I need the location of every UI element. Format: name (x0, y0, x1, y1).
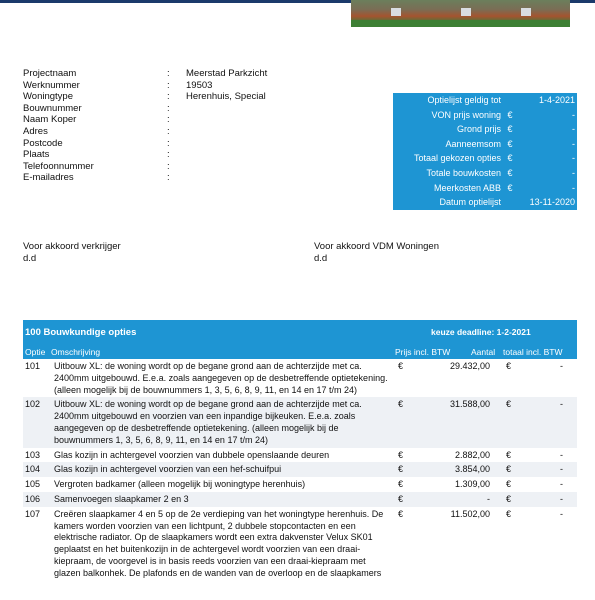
summary-value: 13-11-2020 (529, 197, 575, 208)
option-number: 104 (25, 464, 41, 475)
option-price: 2.882,00 (454, 449, 490, 460)
total-currency: € (506, 464, 512, 475)
project-field-row (23, 149, 336, 161)
option-row (23, 359, 577, 397)
option-number: 105 (25, 479, 41, 490)
price-currency: € (398, 399, 404, 410)
price-currency: € (398, 361, 404, 371)
project-field-row (23, 103, 336, 115)
signature-vdm-date: d.d (314, 253, 328, 264)
option-row (23, 397, 577, 447)
summary-row (393, 122, 577, 137)
price-currency: € (398, 464, 404, 475)
summary-row (393, 137, 577, 152)
summary-value: - (572, 167, 575, 178)
field-colon: : (167, 114, 170, 126)
field-colon: : (167, 91, 170, 103)
field-colon: : (167, 102, 170, 114)
col-totaal: totaal incl. BTW (503, 347, 563, 357)
currency-symbol: € (507, 124, 513, 135)
field-value (186, 161, 336, 173)
option-row (23, 448, 577, 463)
signature-buyer (23, 241, 121, 265)
summary-label: Grond prijs (456, 124, 501, 135)
currency-symbol: € (507, 153, 513, 164)
option-description: Creëren slaapkamer 4 en 5 op de 2e verdieping van het woningtype herenhuis. De kamers worden voorzien van een lichtpunt, 2 dubbele stopcontacten en een elektrische radiator. Op de slaapkamers wordt een extra dakvenster Velux SK01 geplaatst en het buitenkozijn in de achtergevel wordt voorzien van een draai-kiepraam, de voorgevel is in basis reeds voorzien van een draai-kiepraam met glazen balkonhek. De plafonds en de wanden van de overloop en de slaapkamers (54, 508, 384, 578)
summary-value: - (572, 124, 575, 135)
option-list-summary (393, 93, 577, 210)
price-currency: € (398, 508, 404, 519)
option-number: 102 (25, 399, 41, 410)
option-total: - (560, 449, 563, 460)
option-number: 107 (25, 508, 41, 519)
price-currency: € (398, 479, 404, 490)
option-description: Uitbouw XL: de woning wordt op de begane grond aan de achterzijde met ca. 2400mm uitgebouwd. E.e.a. zoals aangegeven op de desbetreffende optietekening. (alleen mogelijk bij de bouwnummers 1, 3, 5, 6, 8, 9, 11, en 14 en 17 t/m 24) (54, 361, 388, 395)
total-currency: € (506, 361, 512, 371)
signature-buyer-date: d.d (23, 253, 37, 264)
summary-row (393, 195, 577, 210)
field-label: Projectnaam (23, 68, 77, 79)
field-value: Meerstad Parkzicht (186, 68, 268, 79)
summary-label: Totale bouwkosten (426, 167, 501, 178)
option-description: Glas kozijn in achtergevel voorzien van een hef-schuifpui (54, 464, 282, 475)
project-field-row (23, 80, 336, 92)
field-value: 19503 (186, 79, 213, 91)
photo-lawn (351, 20, 570, 27)
field-label: Telefoonnummer (23, 160, 94, 172)
project-info (23, 68, 336, 184)
deadline: keuze deadline: 1-2-2021 (431, 327, 531, 337)
option-price: 31.588,00 (449, 399, 490, 410)
option-description: Uitbouw XL: de woning wordt op de begane grond aan de achterzijde met ca. 2400mm uitgebouwd en voorzien van een inpandige bijkeuken. E.e.a. zoals aangegeven op de desbetreffende optietekening. (alleen mogelijk bij de bouwnummers 1, 3, 5, 6, 8, 9, 11, en 14 en 17 t/m 24) (54, 399, 362, 445)
field-label: Plaats (23, 149, 50, 161)
project-field-row (23, 91, 336, 103)
summary-value: 1-4-2021 (538, 95, 575, 105)
summary-label: VON prijs woning (431, 109, 501, 120)
field-colon: : (167, 68, 170, 79)
options-section-header (23, 320, 577, 346)
field-label: Bouwnummer (23, 102, 82, 114)
photo-window (521, 8, 531, 16)
summary-label: Meerkosten ABB (433, 182, 501, 193)
summary-value: - (572, 153, 575, 164)
summary-label: Datum optielijst (439, 197, 501, 208)
photo-window (391, 8, 401, 16)
section-title: 100 Bouwkundige opties (25, 327, 137, 338)
option-description: Glas kozijn in achtergevel voorzien van dubbele openslaande deuren (54, 449, 330, 460)
option-number: 103 (25, 449, 41, 460)
summary-label: Optielijst geldig tot (427, 95, 501, 105)
col-omschrijving: Omschrijving (51, 347, 101, 357)
field-label: Adres (23, 125, 48, 137)
col-aantal: Aantal (471, 347, 496, 357)
field-label: E-mailadres (23, 172, 74, 184)
field-value: Herenhuis, Special (186, 91, 266, 103)
field-label: Naam Koper (23, 114, 77, 126)
option-number: 106 (25, 493, 41, 504)
summary-value: - (572, 138, 575, 149)
project-field-row (23, 138, 336, 150)
option-row (23, 492, 577, 507)
currency-symbol: € (507, 109, 513, 120)
option-total: - (560, 479, 563, 490)
options-table (23, 359, 577, 581)
field-value (186, 172, 336, 184)
price-currency: € (398, 493, 404, 504)
signature-buyer-title: Voor akkoord verkrijger (23, 241, 121, 252)
summary-label: Totaal gekozen opties (413, 153, 501, 164)
total-currency: € (506, 493, 512, 504)
field-colon: : (167, 79, 170, 91)
option-total: - (560, 399, 563, 410)
option-number: 101 (25, 361, 41, 371)
photo-window (461, 8, 471, 16)
field-label: Werknummer (23, 79, 80, 91)
summary-row (393, 181, 577, 196)
house-photo (351, 0, 570, 27)
signature-vdm (314, 241, 439, 265)
option-price: 29.432,00 (449, 361, 490, 371)
summary-row (393, 151, 577, 166)
currency-symbol: € (507, 167, 513, 178)
price-currency: € (398, 449, 404, 460)
project-field-row (23, 172, 336, 184)
option-description: Vergroten badkamer (alleen mogelijk bij woningtype herenhuis) (54, 479, 306, 490)
signature-vdm-title: Voor akkoord VDM Woningen (314, 241, 439, 252)
option-row (23, 477, 577, 492)
option-total: - (560, 361, 563, 371)
field-colon: : (167, 172, 170, 184)
col-prijs: Prijs incl. BTW (395, 347, 451, 357)
project-field-row (23, 126, 336, 138)
currency-symbol: € (507, 138, 513, 149)
field-label: Woningtype (23, 91, 73, 103)
field-value (186, 149, 336, 161)
project-field-row (23, 68, 336, 80)
field-value (186, 138, 336, 150)
total-currency: € (506, 399, 512, 410)
summary-row (393, 166, 577, 181)
field-colon: : (167, 137, 170, 149)
summary-value: - (572, 182, 575, 193)
option-description: Samenvoegen slaapkamer 2 en 3 (54, 493, 189, 504)
field-colon: : (167, 149, 170, 161)
option-total: - (560, 464, 563, 475)
option-total: - (560, 493, 563, 504)
option-price: - (487, 493, 490, 504)
field-colon: : (167, 160, 170, 172)
summary-value: - (572, 109, 575, 120)
total-currency: € (506, 508, 512, 519)
currency-symbol: € (507, 182, 513, 193)
option-row (23, 462, 577, 477)
option-row (23, 507, 577, 581)
project-field-row (23, 114, 336, 126)
field-value (186, 114, 336, 126)
total-currency: € (506, 479, 512, 490)
field-colon: : (167, 125, 170, 137)
total-currency: € (506, 449, 512, 460)
summary-row (393, 93, 577, 108)
project-field-row (23, 161, 336, 173)
field-value (186, 103, 336, 115)
summary-row (393, 108, 577, 123)
option-price: 1.309,00 (454, 479, 490, 490)
option-price: 11.502,00 (450, 508, 490, 519)
table-header (23, 346, 577, 359)
summary-label: Aanneemsom (445, 138, 501, 149)
col-optie: Optie (25, 347, 46, 357)
field-value (186, 126, 336, 138)
option-price: 3.854,00 (454, 464, 490, 475)
field-label: Postcode (23, 137, 63, 149)
option-total: - (560, 508, 563, 519)
